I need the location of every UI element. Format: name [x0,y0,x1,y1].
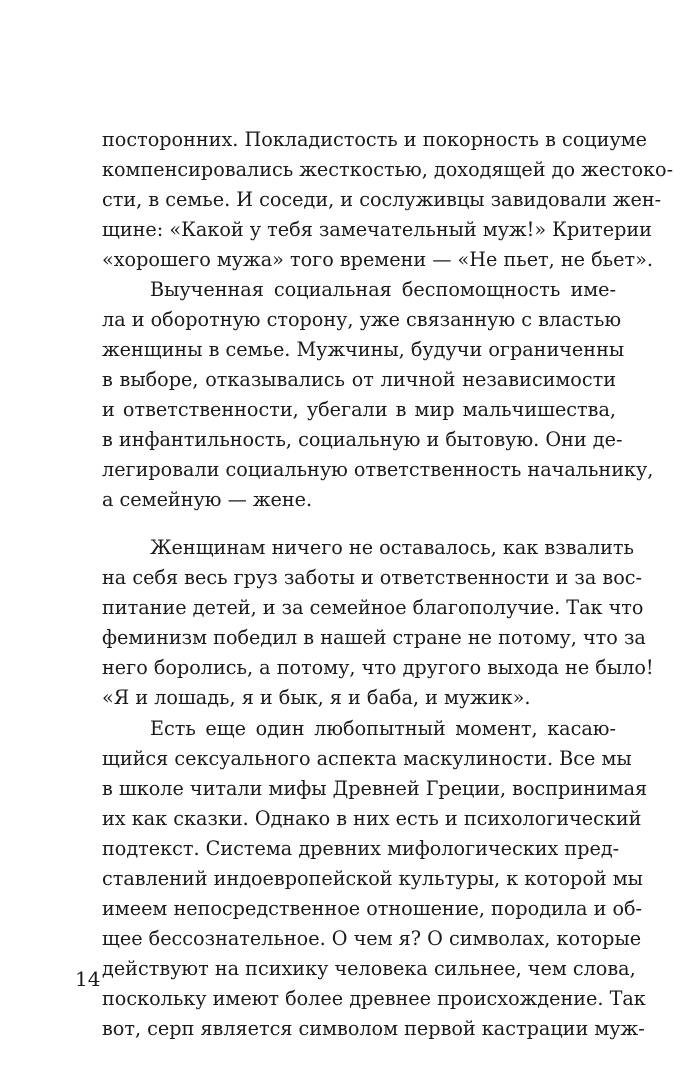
text-line: щине: «Какой у тебя замечательный муж!» Критерии [102,218,652,241]
page-number: 14 [75,967,101,991]
text-line: а семейную — жене. [102,488,313,511]
text-line: вот, серп является символом первой кастрации муж- [102,1017,645,1040]
text-line: действуют на психику человека сильнее, чем слова, [102,957,636,980]
text-line: на себя весь груз заботы и ответственности и за вос- [102,566,643,589]
text-line: имеем непосредственное отношение, породила и об- [102,897,643,920]
text-line: ла и оборотную сторону, уже связанную с властью [102,308,622,331]
text-line: поскольку имеют более древнее происхождение. Так [102,987,646,1010]
text-line: их как сказки. Однако в них есть и психологический [102,807,642,830]
text-line: компенсировались жесткостью, доходящей до жестоко- [102,158,674,181]
text-line: в инфантильность, социальную и бытовую. Они де- [102,428,623,451]
text-line: Есть еще один любопытный момент, касаю- [150,717,616,740]
text-line: в выборе, отказывались от личной независимости [102,368,616,391]
text-line: щее бессознательное. О чем я? О символах, которые [102,927,642,950]
text-line: в школе читали мифы Древней Греции, воспринимая [102,777,648,800]
text-line: подтекст. Система древних мифологических пред- [102,837,620,860]
text-line: Женщинам ничего не оставалось, как взвалить [150,536,634,559]
text-line: питание детей, и за семейное благополучие. Так что [102,596,644,619]
text-line: «хорошего мужа» того времени — «Не пьет, не бьет». [102,248,653,271]
page-body [102,125,674,1075]
text-line: сти, в семье. И соседи, и сослуживцы завидовали жен- [102,188,662,211]
text-line: «Я и лошадь, я и бык, я и баба, и мужик». [102,686,531,709]
text-line: феминизм победил в нашей стране не потому, что за [102,626,646,649]
text-line: посторонних. Покладистость и покорность в социуме [102,128,647,151]
text-line: ставлений индоевропейской культуры, к которой мы [102,867,643,890]
text-line: женщины в семье. Мужчины, будучи ограниченны [102,338,625,361]
text-line: него боролись, а потому, что другого выхода не было! [102,656,654,679]
text-line: легировали социальную ответственность начальнику, [102,458,654,481]
text-line: щийся сексуального аспекта маскулиности. Все мы [102,747,632,770]
text-line: Выученная социальная беспомощность име- [150,278,616,301]
text-line: и ответственности, убегали в мир мальчишества, [102,398,616,421]
